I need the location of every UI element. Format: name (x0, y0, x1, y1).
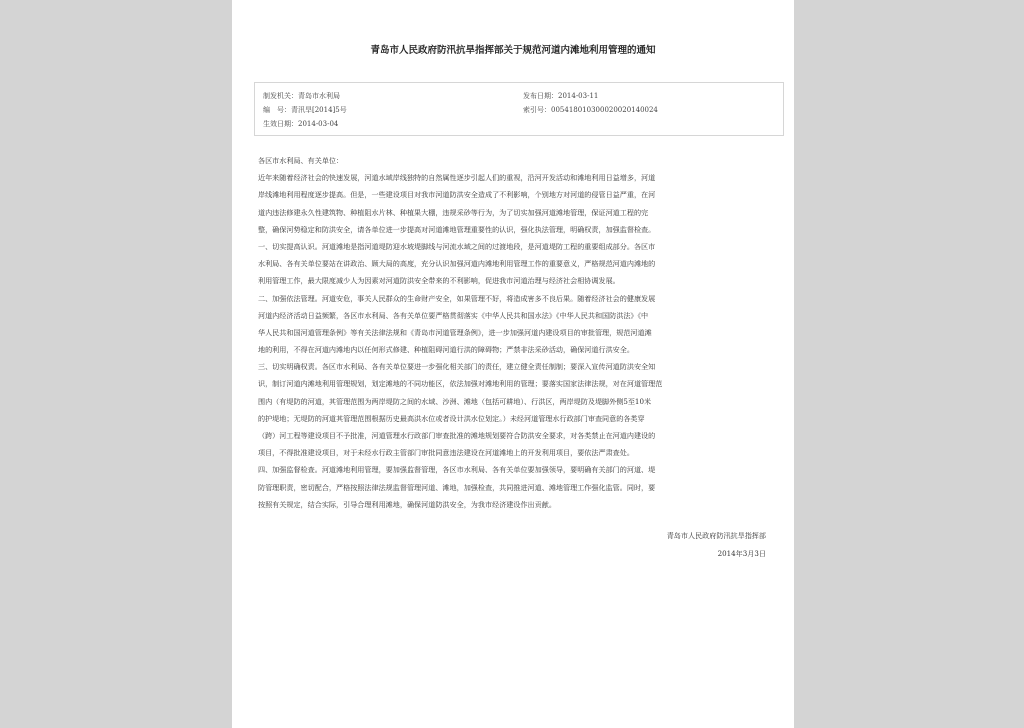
body-line: 整，确保河势稳定和防洪安全，请各单位进一步提高对河道滩地管理重要性的认识，强化执法管理，明确权责，加强监督检查。 (258, 224, 656, 234)
meta-doc-number: 编 号：青汛旱[2014]5号 (263, 106, 347, 114)
body-line: 项目，不得批准建设项目，对于未经水行政主管部门审批同意违法建设在河道滩地上的开发利用项目，要依法严肃查处。 (258, 448, 634, 458)
meta-index-number: 索引号：00541801030002002014002​4 (523, 106, 658, 114)
body-line: 识，制订河道内滩地利用管理规划，划定滩地的不同功能区，依法加强对滩地利用的管理；要落实国家法律法规，对在河道管理范 (258, 379, 663, 389)
body-line: 水利局、各有关单位要站在讲政治、顾大局的高度，充分认识加强河道内滩地利用管理工作的重要意义，严格规范河道内滩地的 (258, 259, 656, 269)
body-line: 四、加强监督检查。河道滩地利用管理，要加强监督管理，各区市水利局、各有关单位要加强领导，要明确有关部门的河道、堤 (258, 465, 656, 475)
body-line: 道内违法修建永久性建筑物、种植阻水片林、种植果大棚，违规采砂等行为，为了切实加强河道滩地管理，保证河道工程的完 (258, 207, 649, 217)
body-line: 一、切实提高认识。河道滩地是指河道堤防迎水坡堤脚线与河流水域之间的过渡地段，是河道堤防工程的重要组成部分。各区市 (258, 241, 656, 251)
signature-org: 青岛市人民政府防汛抗旱指挥部 (666, 531, 766, 540)
body-line: 近年来随着经济社会的快速发展，河道水域岸线独特的自然属性逐步引起人们的重视，沿河开发活动和滩地利用日益增多，河道 (258, 173, 656, 183)
metadata-box (254, 82, 784, 136)
body-line: 岸线滩地利用程度逐步提高。但是，一些建设项目对我市河道防洪安全造成了不利影响，个别地方对河道的侵管日益严重，在河 (258, 190, 656, 200)
body-line: 利用管理工作，最大限度减少人为因素对河道防洪安全带来的不利影响，促进我市河道治理与经济社会相协调发展。 (258, 276, 620, 286)
body-line: 三、切实明确权责。各区市水利局、各有关单位要进一步强化相关部门的责任，建立健全责任制制；要深入宣传河道防洪安全知 (258, 362, 656, 372)
meta-issuer: 制发机关：青岛市水利局 (263, 92, 340, 100)
document-title: 青岛市人民政府防汛抗旱指挥部关于规范河道内滩地利用管理的通知 (370, 45, 656, 56)
body-line: 河道内经济活动日益频繁，各区市水利局、各有关单位要严格贯彻落实《中华人民共和国水法》《中华人民共和国防洪法》《中 (258, 310, 649, 320)
body-line: 防管理职责，密切配合，严格按照法律法规监督管理河道、滩地，加强检查，共同推进河道、滩地管理工作强化监管。同时，要 (258, 482, 656, 492)
body-line: 围内（有堤防的河道，其管理范围为两岸堤防之间的水域、沙洲、滩地（包括可耕地）、行洪区，两岸堤防及堤脚外侧5至10米 (258, 396, 652, 406)
body-line: 各区市水利局、有关单位： (258, 156, 344, 165)
body-line: （跨）河工程等建设项目不予批准，河道管理水行政部门审查批准的滩地规划要符合防洪安全要求，对各类禁止在河道内建设的 (258, 431, 656, 440)
signature-date: 2014年3月3日 (717, 549, 766, 558)
body-line: 的护堤地；无堤防的河道其管理范围根据历史最高洪水位或者设计洪水位划定。）未经河道管理水行政部门审查同意的各类穿 (258, 413, 645, 423)
meta-publish-date: 发布日期：2014-03-11 (523, 92, 599, 100)
document-page (232, 0, 794, 728)
body-line: 二、加强依法管理。河道安危，事关人民群众的生命财产安全，如果管理不好，将造成害多不良后果。随着经济社会的健康发展 (258, 293, 656, 303)
body-line: 按照有关规定，结合实际，引导合理利用滩地，确保河道防洪安全，为我市经济建设作出贡献。 (258, 499, 556, 509)
body-line: 地的利用，不得在河道内滩地内以任何形式修建、种植阻碍河道行洪的障碍物；严禁非法采砂活动，确保河道行洪安全。 (258, 345, 634, 355)
document-body (258, 152, 766, 513)
body-line: 华人民共和国河道管理条例》等有关法律法规和《青岛市河道管理条例》，进一步加强河道内建设项目的审批管理，规范河道滩 (258, 327, 652, 337)
meta-effective-date: 生效日期：2014-03-04 (263, 120, 339, 128)
